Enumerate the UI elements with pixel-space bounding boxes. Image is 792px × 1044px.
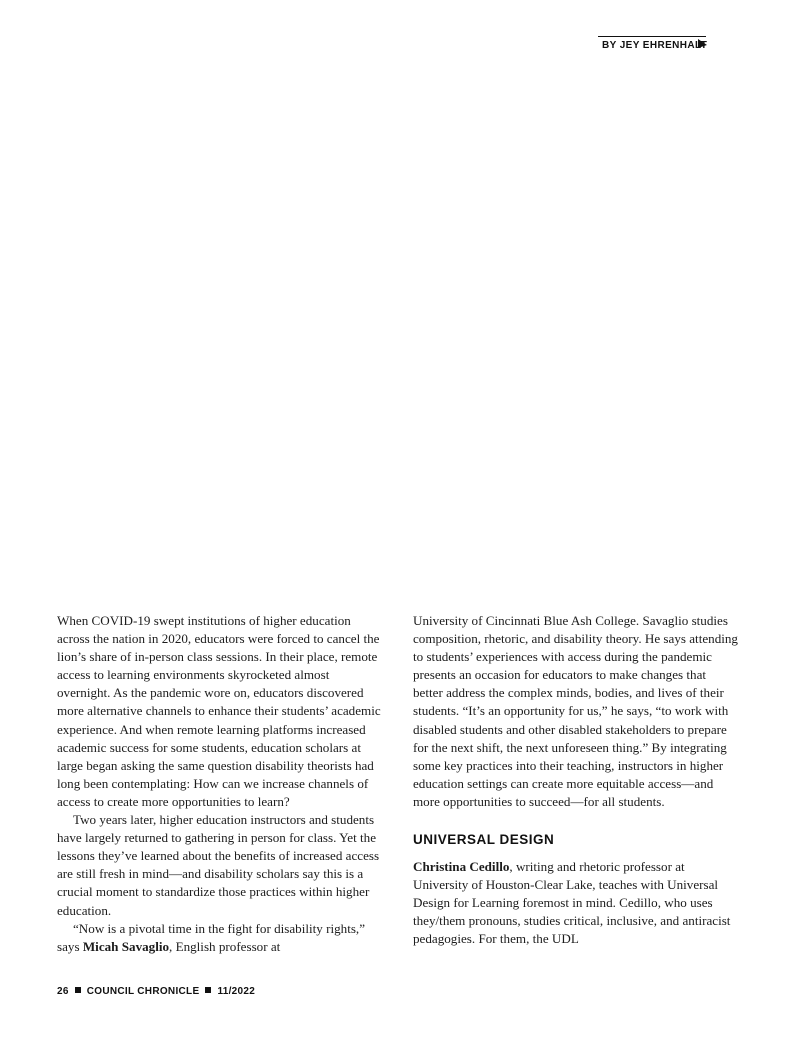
byline-flag-icon bbox=[698, 39, 707, 48]
section-heading: UNIVERSAL DESIGN bbox=[413, 832, 555, 848]
left-column bbox=[57, 612, 383, 956]
byline bbox=[560, 36, 712, 52]
person-name: Micah Savaglio bbox=[82, 938, 170, 954]
right-column bbox=[413, 612, 739, 949]
paragraph bbox=[413, 858, 739, 948]
square-separator-icon bbox=[205, 987, 211, 993]
paragraph: When COVID-19 swept institutions of higher education across the nation in 2020, educators were forced to cancel the lion’s share of in-person class sessions. In their place, remote access to learning environments skyrocketed almost overnight. As the pandemic wore on, educators discovered more alternative channels to enhance their students’ academic experience. And when remote learning platforms increased academic success for some students, education scholars at large began asking the same question disability theorists had long been contemplating: How can we increase channels of access to create more opportunities to learn? bbox=[57, 613, 381, 809]
paragraph-text: , English professor at bbox=[169, 938, 281, 954]
page-number: 26 bbox=[57, 986, 69, 997]
issue-date: 11/2022 bbox=[217, 986, 256, 997]
paragraph: University of Cincinnati Blue Ash College. Savaglio studies composition, rhetoric, and disability theory. He says attending to students’ experiences with access during the pandemic presents an occasion for educators to make changes that better address the complex minds, bodies, and lives of their students. “It’s an opportunity for us,” he says, “to work with disabled students and other disabled stakeholders to prepare for the next shift, the next unforeseen thing.” By integrating some key practices into their teaching, instructors in higher education settings can create more equitable access—and more opportunities to succeed—for all students. bbox=[413, 613, 738, 809]
folio bbox=[57, 986, 255, 997]
byline-text: BY JEY EHRENHALT bbox=[602, 40, 708, 51]
paragraph bbox=[57, 920, 383, 956]
quote-text: “Now is a pivotal time in the fight for disability rights,” says bbox=[57, 920, 366, 954]
person-name: Christina Cedillo bbox=[413, 859, 510, 875]
paragraph-text: , writing and rhetoric professor at University of Houston-Clear Lake, teaches with Universal Design for Learning foremost in mind. Cedillo, who uses they/them pronouns, studies critical, inclusive, and antiracist pedagogies. For them, the UDL bbox=[413, 859, 731, 947]
paragraph: Two years later, higher education instructors and students have largely returned to gathering in person for class. Yet the lessons they’ve learned about the benefits of increased access are still fresh in mind—and disability scholars say this is a crucial moment to standardize those practices within higher education. bbox=[57, 812, 380, 918]
byline-rule bbox=[598, 36, 706, 37]
square-separator-icon bbox=[75, 987, 81, 993]
publication-name: COUNCIL CHRONICLE bbox=[86, 986, 200, 997]
